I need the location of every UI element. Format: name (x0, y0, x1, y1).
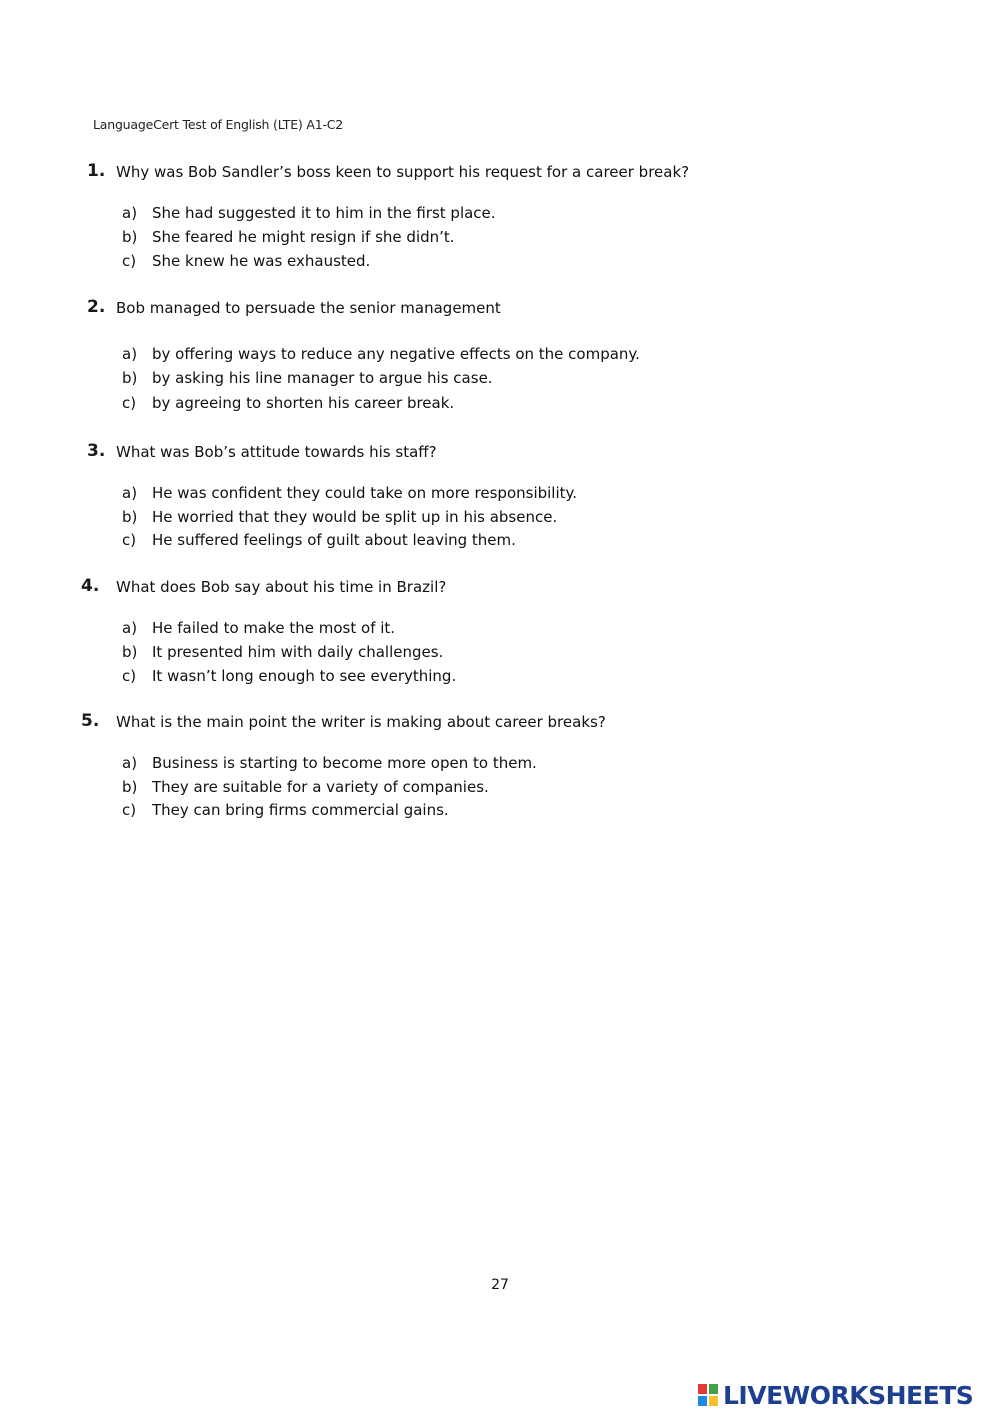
watermark-text: LIVEWORKSHEETS (723, 1380, 974, 1410)
question-number: 5. (81, 711, 100, 731)
option-2c (0, 394, 1000, 416)
option-text: by agreeing to shorten his career break. (152, 394, 455, 412)
option-text: He suffered feelings of guilt about leaving them. (152, 531, 516, 549)
option-text: It wasn’t long enough to see everything. (152, 667, 457, 685)
option-text: She had suggested it to him in the first place. (152, 204, 496, 222)
option-letter: c) (122, 531, 137, 549)
question-number: 1. (87, 161, 106, 181)
option-1b (0, 228, 1000, 250)
logo-tile (708, 1383, 719, 1395)
logo-tile (708, 1395, 719, 1407)
question-text: Bob managed to persuade the senior management (116, 299, 501, 317)
option-letter: a) (122, 345, 138, 363)
option-text: It presented him with daily challenges. (152, 643, 444, 661)
option-text: Business is starting to become more open to them. (152, 754, 537, 772)
option-letter: b) (122, 369, 138, 387)
option-5a (0, 754, 1000, 776)
option-text: He failed to make the most of it. (152, 619, 396, 637)
option-3b (0, 508, 1000, 530)
liveworksheets-logo-icon (697, 1383, 719, 1407)
option-letter: a) (122, 484, 138, 502)
option-text: by offering ways to reduce any negative effects on the company. (152, 345, 640, 363)
liveworksheets-watermark (697, 1380, 973, 1410)
option-5b (0, 778, 1000, 800)
option-letter: a) (122, 204, 138, 222)
option-3a (0, 484, 1000, 506)
option-2b (0, 369, 1000, 391)
option-text: They can bring firms commercial gains. (152, 801, 449, 819)
option-4b (0, 643, 1000, 665)
page-number: 27 (491, 1277, 509, 1293)
document-header: LanguageCert Test of English (LTE) A1-C2 (93, 117, 344, 132)
option-4c (0, 667, 1000, 689)
question-text: What is the main point the writer is making about career breaks? (116, 713, 606, 731)
option-letter: b) (122, 643, 138, 661)
option-4a (0, 619, 1000, 641)
option-5c (0, 801, 1000, 823)
option-letter: c) (122, 801, 137, 819)
option-letter: a) (122, 754, 138, 772)
logo-tile (697, 1383, 708, 1395)
option-text: He worried that they would be split up in his absence. (152, 508, 558, 526)
option-text: They are suitable for a variety of companies. (152, 778, 489, 796)
option-2a (0, 345, 1000, 367)
option-letter: c) (122, 394, 137, 412)
option-text: She knew he was exhausted. (152, 252, 371, 270)
option-letter: a) (122, 619, 138, 637)
option-text: He was confident they could take on more responsibility. (152, 484, 578, 502)
option-letter: b) (122, 508, 138, 526)
question-number: 2. (87, 297, 106, 317)
question-number: 4. (81, 576, 100, 596)
question-text: What does Bob say about his time in Brazil? (116, 578, 447, 596)
option-1c (0, 252, 1000, 274)
question-text: What was Bob’s attitude towards his staff? (116, 443, 437, 461)
question-number: 3. (87, 441, 106, 461)
option-letter: c) (122, 667, 137, 685)
option-1a (0, 204, 1000, 226)
option-3c (0, 531, 1000, 553)
option-letter: b) (122, 778, 138, 796)
question-text: Why was Bob Sandler’s boss keen to support his request for a career break? (116, 163, 690, 181)
option-letter: c) (122, 252, 137, 270)
option-text: by asking his line manager to argue his case. (152, 369, 493, 387)
logo-tile (697, 1395, 708, 1407)
option-text: She feared he might resign if she didn’t. (152, 228, 455, 246)
option-letter: b) (122, 228, 138, 246)
